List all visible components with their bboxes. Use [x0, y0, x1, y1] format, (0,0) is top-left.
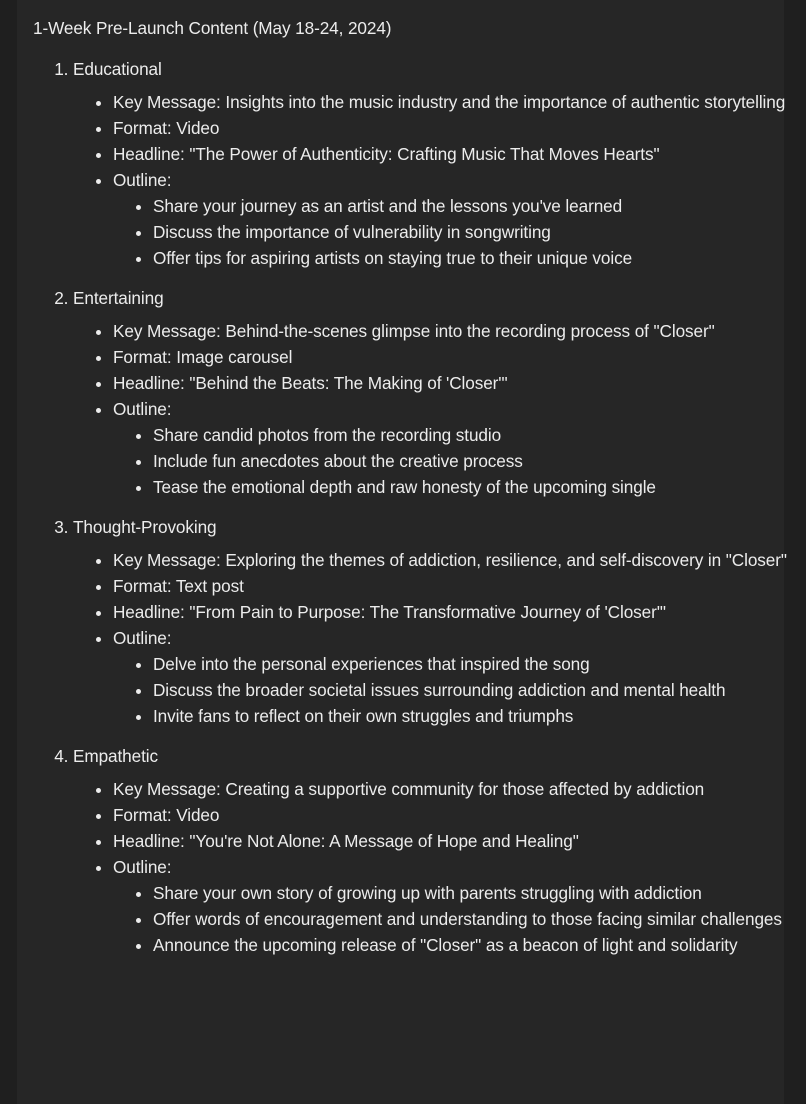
- section-name: 4. Empathetic: [73, 746, 158, 766]
- key-message-label: Key Message:: [113, 92, 226, 112]
- outline-point: • Invite fans to reflect on their own struggles and triumphs: [153, 703, 793, 729]
- outline-point: • Discuss the importance of vulnerability in songwriting: [153, 219, 793, 245]
- outline-label: Outline:: [113, 399, 172, 419]
- headline-value: "From Pain to Purpose: The Transformative Journey of 'Closer'": [189, 602, 666, 622]
- format-value: Video: [176, 118, 220, 138]
- key-message-item: [113, 776, 793, 802]
- outline-list: [113, 651, 793, 729]
- outline-list: [113, 193, 793, 271]
- section-details: [73, 318, 793, 500]
- document-title: 1-Week Pre-Launch Content (May 18-24, 2024): [33, 18, 392, 38]
- section-name: 1. Educational: [73, 59, 162, 79]
- format-label: Format:: [113, 347, 177, 367]
- outline-label: Outline:: [113, 857, 172, 877]
- format-item: [113, 573, 793, 599]
- key-message-value: Behind-the-scenes glimpse into the recording process of "Closer": [225, 321, 715, 341]
- headline-item: [113, 370, 793, 396]
- outline-list: [113, 422, 793, 500]
- section-thought-provoking: [73, 514, 793, 729]
- outline-point: • Discuss the broader societal issues surrounding addiction and mental health: [153, 677, 793, 703]
- key-message-label: Key Message:: [113, 550, 226, 570]
- section-name: 2. Entertaining: [73, 288, 164, 308]
- outline-point: • Offer tips for aspiring artists on staying true to their unique voice: [153, 245, 793, 271]
- headline-item: [113, 599, 793, 625]
- format-item: [113, 344, 793, 370]
- key-message-value: Insights into the music industry and the importance of authentic storytelling: [225, 92, 786, 112]
- format-item: [113, 802, 793, 828]
- key-message-item: [113, 89, 793, 115]
- outline-label: Outline:: [113, 170, 172, 190]
- key-message-value: Creating a supportive community for those affected by addiction: [225, 779, 705, 799]
- key-message-item: [113, 547, 793, 573]
- outline-label: Outline:: [113, 628, 172, 648]
- content-sections-list: [33, 56, 793, 958]
- section-empathetic: [73, 743, 793, 958]
- section-name: 3. Thought-Provoking: [73, 517, 217, 537]
- format-value: Text post: [175, 576, 244, 596]
- section-details: [73, 547, 793, 729]
- key-message-label: Key Message:: [113, 779, 226, 799]
- headline-label: Headline:: [113, 373, 190, 393]
- key-message-item: [113, 318, 793, 344]
- message-content: [33, 15, 793, 972]
- key-message-label: Key Message:: [113, 321, 226, 341]
- headline-value: "Behind the Beats: The Making of 'Closer'": [189, 373, 508, 393]
- section-entertaining: [73, 285, 793, 500]
- format-value: Video: [176, 805, 220, 825]
- format-label: Format:: [113, 576, 176, 596]
- format-value: Image carousel: [176, 347, 293, 367]
- headline-value: "You're Not Alone: A Message of Hope and Healing": [189, 831, 579, 851]
- format-label: Format:: [113, 805, 177, 825]
- format-item: [113, 115, 793, 141]
- section-details: [73, 776, 793, 958]
- headline-value: "The Power of Authenticity: Crafting Music That Moves Hearts": [189, 144, 660, 164]
- outline-point: • Share your journey as an artist and the lessons you've learned: [153, 193, 793, 219]
- outline-point: • Delve into the personal experiences that inspired the song: [153, 651, 793, 677]
- outline-point: • Tease the emotional depth and raw honesty of the upcoming single: [153, 474, 793, 500]
- section-educational: [73, 56, 793, 271]
- headline-label: Headline:: [113, 831, 190, 851]
- outline-point: • Share candid photos from the recording studio: [153, 422, 793, 448]
- headline-item: [113, 141, 793, 167]
- outline-item: [113, 625, 793, 729]
- headline-label: Headline:: [113, 602, 190, 622]
- outline-item: [113, 854, 793, 958]
- outline-point: • Share your own story of growing up with parents struggling with addiction: [153, 880, 793, 906]
- outline-list: [113, 880, 793, 958]
- section-details: [73, 89, 793, 271]
- key-message-value: Exploring the themes of addiction, resilience, and self-discovery in "Closer": [225, 550, 787, 570]
- format-label: Format:: [113, 118, 177, 138]
- outline-item: [113, 396, 793, 500]
- headline-item: [113, 828, 793, 854]
- outline-point: • Offer words of encouragement and understanding to those facing similar challenges: [153, 906, 793, 932]
- outline-point: • Announce the upcoming release of "Closer" as a beacon of light and solidarity: [153, 932, 793, 958]
- outline-point: • Include fun anecdotes about the creative process: [153, 448, 793, 474]
- outline-item: [113, 167, 793, 271]
- headline-label: Headline:: [113, 144, 190, 164]
